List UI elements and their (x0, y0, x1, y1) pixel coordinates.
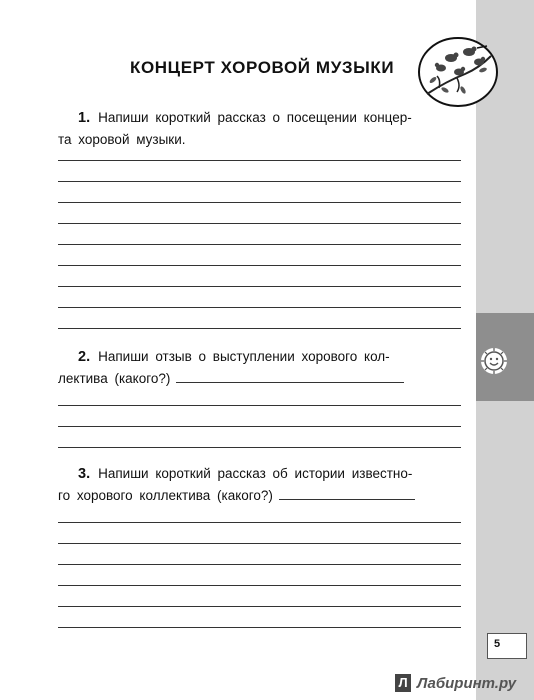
answer-line[interactable] (58, 564, 461, 565)
task-text: та хоровой музыки. (58, 132, 186, 147)
answer-line[interactable] (58, 223, 461, 224)
task-number: 3. (78, 466, 91, 482)
birds-on-branch-emblem-icon (417, 36, 499, 108)
task-text: лектива (какого?) (58, 371, 171, 386)
answer-line[interactable] (279, 498, 415, 500)
answer-line[interactable] (58, 585, 461, 586)
sun-face-tab-icon (479, 346, 509, 376)
task-3 (58, 463, 415, 507)
labirint-logo-icon: Л (395, 674, 411, 692)
answer-line[interactable] (58, 286, 461, 287)
page-number: 5 (487, 633, 527, 659)
answer-line[interactable] (58, 265, 461, 266)
answer-line[interactable] (58, 606, 461, 607)
answer-line[interactable] (58, 160, 461, 161)
answer-line[interactable] (58, 328, 461, 329)
answer-line[interactable] (58, 627, 461, 628)
task-number: 2. (78, 349, 91, 365)
answer-line[interactable] (58, 244, 461, 245)
answer-line[interactable] (58, 426, 461, 427)
task-text: Напиши короткий рассказ об истории известно- (98, 466, 413, 481)
answer-line[interactable] (58, 181, 461, 182)
answer-line[interactable] (58, 522, 461, 523)
answer-line[interactable] (58, 405, 461, 406)
task-2 (58, 346, 404, 390)
answer-line[interactable] (58, 543, 461, 544)
page-title: КОНЦЕРТ ХОРОВОЙ МУЗЫКИ (130, 58, 395, 77)
task-number: 1. (78, 110, 91, 126)
answer-line[interactable] (58, 307, 461, 308)
task-1 (58, 107, 412, 151)
watermark (395, 670, 534, 700)
task-text: Напиши короткий рассказ о посещении концер- (98, 110, 412, 125)
task-text: Напиши отзыв о выступлении хорового кол- (98, 349, 390, 364)
answer-line[interactable] (58, 447, 461, 448)
answer-line[interactable] (58, 202, 461, 203)
watermark-text: Лабиринт.ру (417, 675, 517, 692)
task-text: го хорового коллектива (какого?) (58, 488, 273, 503)
answer-line[interactable] (176, 381, 404, 383)
